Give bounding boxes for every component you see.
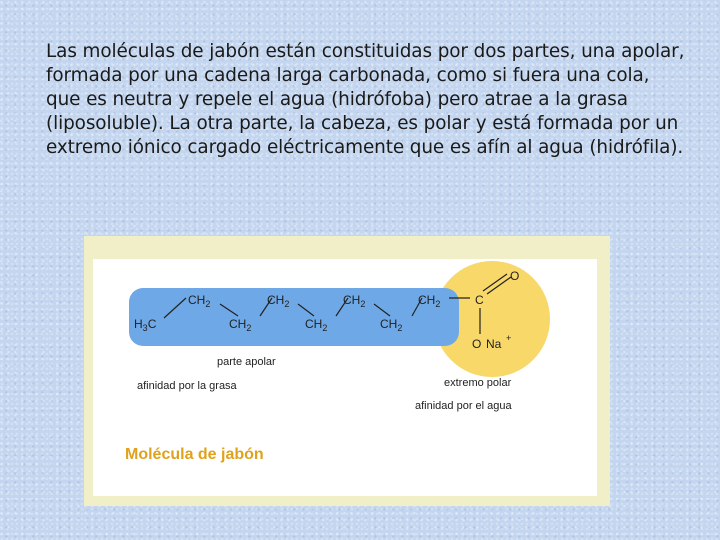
h3c-label: $H_3C$ — [134, 317, 157, 333]
body-paragraph: Las moléculas de jabón están constituidas por dos partes, una apolar, formada por una cadena larga carbonada, como si fuera una cola, que es neutra y repele el agua (hidrófoba) pero atrae a la grasa (liposoluble). La otra parte, la cabeza, es polar y está formada por un extremo iónico cargado eléctricamente que es afín al agua (hidrófila). — [46, 41, 685, 158]
ch2-label: $CH_2$ — [229, 317, 252, 333]
parte-apolar-label: parte apolar — [217, 356, 276, 368]
ch2-label: $CH_2$ — [343, 293, 366, 309]
ch2-label: $CH_2$ — [188, 293, 211, 309]
sodium-ion-label: Na — [486, 337, 502, 351]
ch2-label: $CH_2$ — [305, 317, 328, 333]
ch2-label: $CH_2$ — [267, 293, 290, 309]
figure-frame — [84, 236, 610, 506]
soap-molecule-diagram — [84, 236, 610, 506]
ch2-label: $CH_2$ — [418, 293, 441, 309]
extremo-polar-label: extremo polar — [444, 377, 512, 389]
positive-charge-label: + — [506, 333, 512, 343]
apolar-tail-bar — [129, 288, 459, 346]
oxygen-double-bond-label: O — [510, 269, 520, 283]
afinidad-agua-label: afinidad por el agua — [415, 400, 512, 412]
oxygen-ion-label: O — [472, 337, 482, 351]
ch2-label: $CH_2$ — [380, 317, 403, 333]
figure-title: Molécula de jabón — [125, 446, 264, 463]
afinidad-grasa-label: afinidad por la grasa — [137, 380, 237, 392]
carboxyl-carbon-label: C — [475, 293, 484, 307]
